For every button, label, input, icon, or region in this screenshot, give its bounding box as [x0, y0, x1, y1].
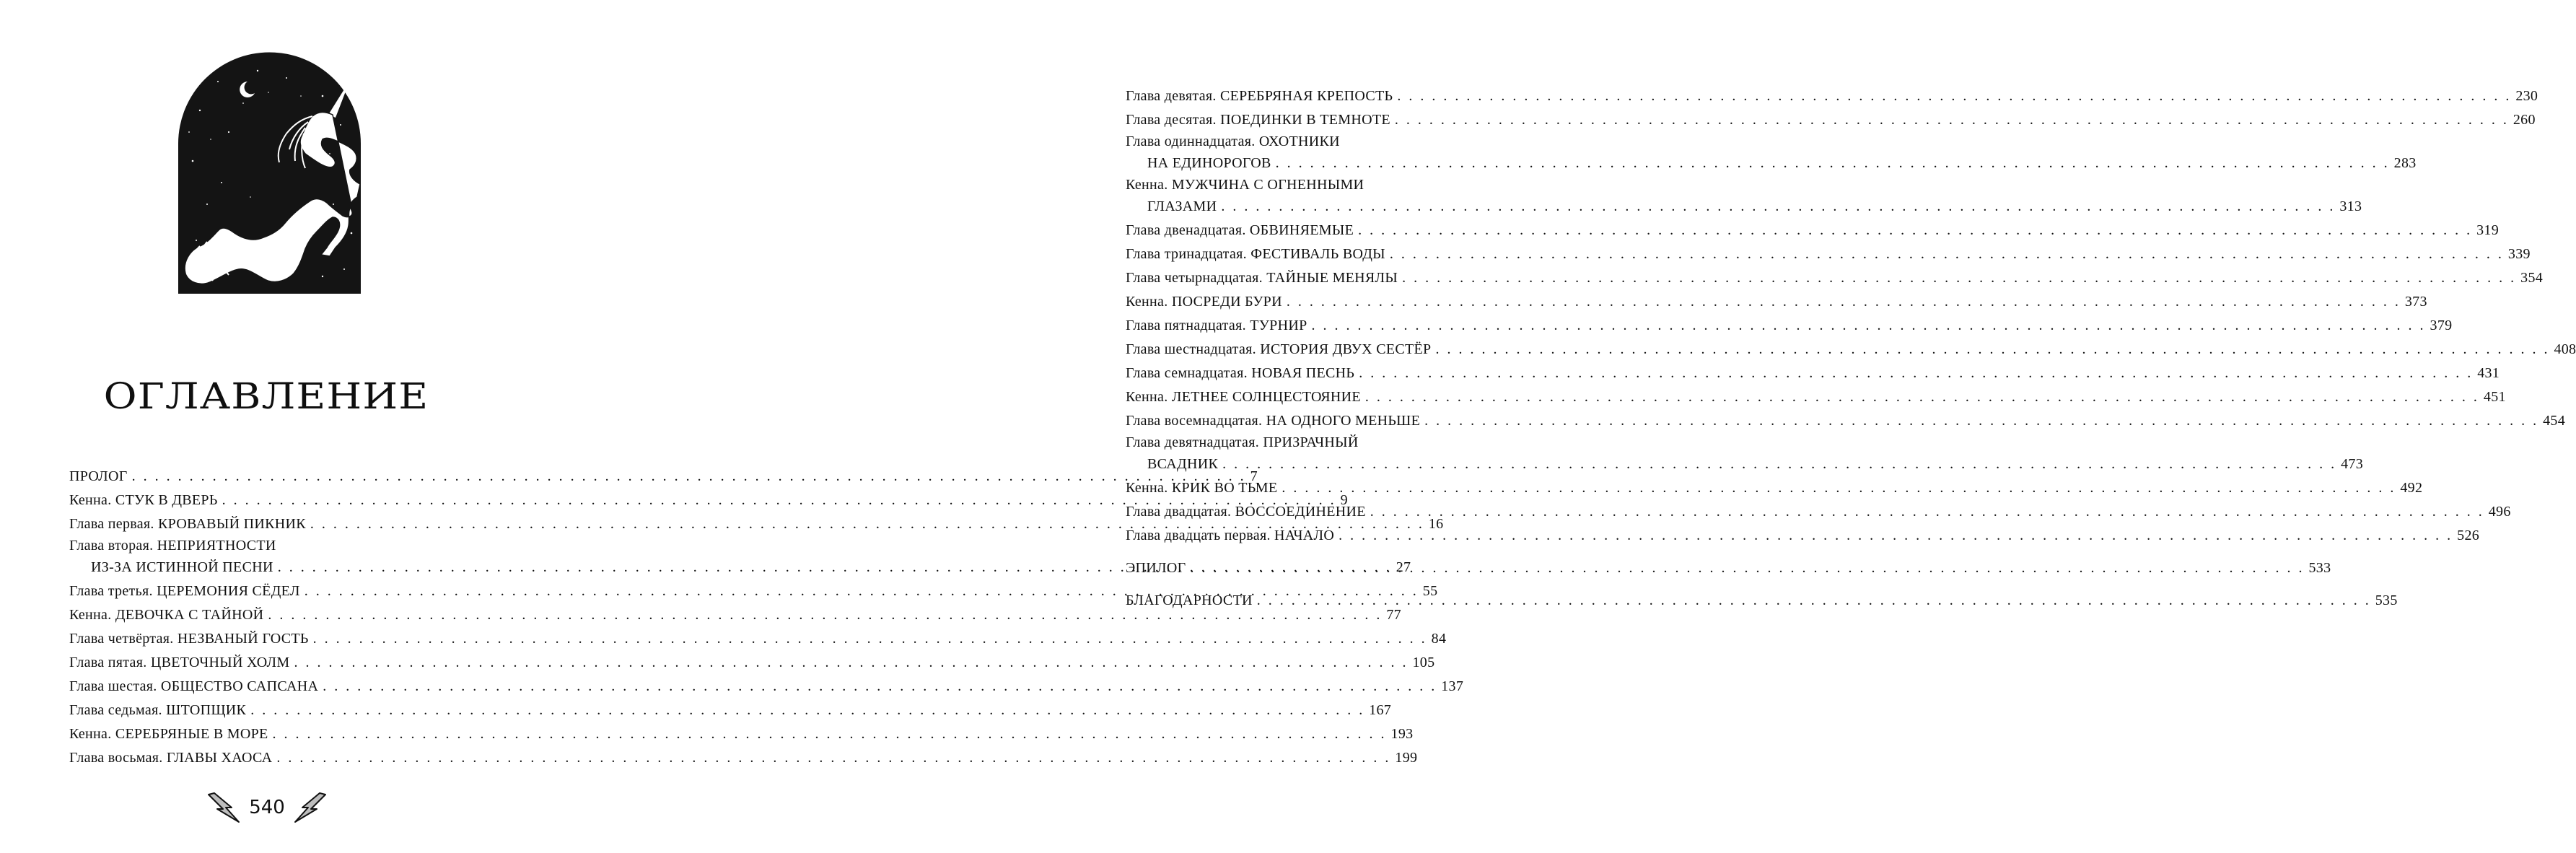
toc-entry-title: Глава шестая. ОБЩЕСТВО САПСАНА: [69, 678, 319, 694]
dot-leader: [1276, 152, 2390, 175]
toc-entry-line: [1126, 152, 2417, 175]
dot-leader: [1287, 290, 2401, 314]
toc-entry-page: 496: [2488, 504, 2511, 520]
toc-entry-page: 230: [2515, 88, 2538, 104]
toc-entry-line: [1126, 452, 2364, 476]
toc-entry-title: Глава двадцатая. ВОССОЕДИНЕНИЕ: [1126, 504, 1366, 520]
toc-entry-line: [1126, 433, 1527, 452]
toc-entry: [1126, 108, 2536, 132]
toc-entry-title: Глава восемнадцатая. НА ОДНОГО МЕНЬШЕ: [1126, 413, 1421, 429]
toc-entry: [1126, 433, 2364, 476]
toc-entry-title: Глава десятая. ПОЕДИНКИ В ТЕМНОТЕ: [1126, 112, 1390, 128]
dot-leader: [1222, 452, 2336, 476]
dot-leader: [1221, 195, 2335, 219]
toc-entry-title: Кенна. ДЕВОЧКА С ТАЙНОЙ: [69, 607, 264, 623]
toc-entry: [1126, 175, 2362, 219]
toc-entry-title: Глава пятая. ЦВЕТОЧНЫЙ ХОЛМ: [69, 655, 290, 670]
toc-entry-title: Кенна. СТУК В ДВЕРЬ: [69, 492, 218, 508]
toc-entry-line: [1126, 589, 2398, 613]
toc-entry-title: Глава тринадцатая. ФЕСТИВАЛЬ ВОДЫ: [1126, 246, 1385, 262]
toc-entry-line: [1126, 314, 2453, 338]
toc-entry-page: 283: [2393, 155, 2417, 171]
toc-entry-line: [1126, 175, 1527, 195]
toc-entry-page: 313: [2339, 198, 2362, 214]
lightning-bolt-icon: [207, 792, 242, 823]
toc-entry-line: [69, 465, 1258, 489]
toc-entry-line: [1126, 195, 2362, 219]
toc-entry-line: [69, 489, 1348, 512]
toc-entry-page: 105: [1412, 655, 1435, 670]
toc-entry-title: Глава седьмая. ШТОПЩИК: [69, 702, 247, 718]
toc-entry-title: БЛАГОДАРНОСТИ: [1126, 592, 1253, 608]
toc-entry: [1126, 362, 2500, 385]
toc-entry: [1126, 84, 2538, 108]
toc-entry: [1126, 500, 2511, 524]
toc-entry-page: 535: [2375, 592, 2398, 608]
toc-entry: [1126, 589, 2398, 613]
toc-entry: [69, 603, 1401, 627]
toc-entry: [1126, 314, 2453, 338]
dot-leader: [1397, 84, 2511, 108]
toc-entry-line: [1126, 84, 2538, 108]
toc-entry-page: 193: [1390, 726, 1414, 742]
dot-leader: [1312, 314, 2426, 338]
toc-entry-line: [1126, 132, 1527, 152]
dot-leader: [1435, 338, 2549, 362]
toc-entry-line: [69, 627, 1447, 651]
toc-entry-page: 379: [2430, 318, 2453, 333]
toc-entry-line: [1126, 500, 2511, 524]
page-title: ОГЛАВЛЕНИЕ: [103, 375, 429, 417]
toc-entry: [1126, 556, 2331, 580]
toc-entry-line: [1126, 385, 2506, 409]
toc-entry-line: [1126, 409, 2566, 433]
toc-entry-title: Кенна. МУЖЧИНА С ОГНЕННЫМИ: [1126, 177, 1364, 193]
dot-leader: [1190, 556, 2304, 580]
toc-entry-line: [1126, 362, 2500, 385]
toc-entry-title: ЭПИЛОГ: [1126, 560, 1186, 576]
toc-entry-title: Глава третья. ЦЕРЕМОНИЯ СЁДЕЛ: [69, 583, 300, 599]
toc-entry-line: [1126, 476, 2423, 500]
toc-list-right: [1126, 84, 2576, 613]
toc-entry: [1126, 219, 2499, 242]
dot-leader: [1365, 385, 2479, 409]
toc-entry-title: НА ЕДИНОРОГОВ: [1147, 155, 1271, 171]
toc-entry-page: 84: [1431, 631, 1447, 647]
toc-entry-page: 354: [2520, 270, 2544, 286]
dot-leader: [1402, 266, 2516, 290]
toc-entry-line: [1126, 524, 2480, 548]
toc-entry-line: [69, 536, 470, 556]
toc-entry-title: Глава четвёртая. НЕЗВАНЫЙ ГОСТЬ: [69, 631, 309, 647]
dot-leader: [1257, 589, 2371, 613]
toc-entry-page: 454: [2543, 413, 2566, 429]
toc-entry-title: ПРОЛОГ: [69, 468, 128, 484]
toc-entry-title: Глава первая. КРОВАВЫЙ ПИКНИК: [69, 516, 306, 532]
toc-entry-line: [1126, 556, 2331, 580]
toc-entry-page: 199: [1395, 750, 1418, 766]
toc-entry-page: 16: [1428, 516, 1444, 532]
dot-leader: [1282, 476, 2396, 500]
toc-entry: [69, 627, 1447, 651]
toc-entry-page: 451: [2483, 389, 2506, 405]
toc-entry: [69, 699, 1392, 722]
toc-entry-page: 137: [1441, 678, 1464, 694]
toc-entry-page: 473: [2341, 456, 2364, 472]
toc-entry-title: Глава двадцать первая. НАЧАЛО: [1126, 528, 1335, 543]
toc-entry-page: 408: [2554, 341, 2576, 357]
toc-entry-page: 55: [1422, 583, 1438, 599]
toc-entry-title: Глава восьмая. ГЛАВЫ ХАОСА: [69, 750, 273, 766]
toc-entry-title: Глава девятнадцатая. ПРИЗРАЧНЫЙ: [1126, 434, 1359, 450]
toc-entry-page: 339: [2507, 246, 2531, 262]
toc-entry: [69, 675, 1464, 699]
dot-leader: [1359, 362, 2473, 385]
page-folio: [209, 789, 325, 826]
toc-entry: [1126, 385, 2506, 409]
toc-entry-line: [1126, 338, 2576, 362]
toc-entry-page: 431: [2477, 365, 2500, 381]
toc-entry-title: Кенна. КРИК ВО ТЬМЕ: [1126, 480, 1278, 496]
toc-entry: [69, 746, 1418, 770]
toc-entry-line: [1126, 242, 2531, 266]
toc-entry-page: 492: [2400, 480, 2423, 496]
toc-entry-line: [69, 722, 1414, 746]
toc-entry-line: [69, 699, 1392, 722]
toc-entry-page: 77: [1386, 607, 1401, 623]
toc-entry-page: 319: [2476, 222, 2499, 238]
unicorn-illustration: [178, 53, 361, 294]
toc-entry-title: Глава семнадцатая. НОВАЯ ПЕСНЬ: [1126, 365, 1355, 381]
toc-entry: [69, 489, 1348, 512]
toc-entry-page: 373: [2404, 294, 2427, 310]
toc-entry: [1126, 290, 2427, 314]
toc-entry-title: Глава одиннадцатая. ОХОТНИКИ: [1126, 134, 1340, 149]
toc-entry-line: [1126, 266, 2544, 290]
toc-entry-title: ИЗ-ЗА ИСТИННОЙ ПЕСНИ: [91, 559, 273, 575]
dot-leader: [1339, 524, 2453, 548]
dot-leader: [1424, 409, 2538, 433]
toc-entry-page: 27: [1396, 559, 1411, 575]
toc-entry-title: Кенна. ПОСРЕДИ БУРИ: [1126, 294, 1282, 310]
dot-leader: [1390, 242, 2504, 266]
toc-entry-line: [1126, 290, 2427, 314]
toc-entry-page: 7: [1250, 468, 1258, 484]
toc-entry-page: 533: [2308, 560, 2331, 576]
toc-entry-line: [69, 675, 1464, 699]
toc-entry-title: Кенна. СЕРЕБРЯНЫЕ В МОРЕ: [69, 726, 268, 742]
toc-entry: [1126, 242, 2531, 266]
toc-entry: [69, 651, 1435, 675]
toc-entry: [1126, 409, 2566, 433]
dot-leader: [1370, 500, 2484, 524]
toc-entry-title: Глава четырнадцатая. ТАЙНЫЕ МЕНЯЛЫ: [1126, 270, 1398, 286]
toc-entry-page: 9: [1340, 492, 1348, 508]
toc-entry: [69, 722, 1414, 746]
toc-entry-title: Глава пятнадцатая. ТУРНИР: [1126, 318, 1307, 333]
toc-entry: [1126, 524, 2480, 548]
dot-leader: [1358, 219, 2472, 242]
page-number: 540: [249, 797, 285, 818]
toc-entry: [69, 465, 1258, 489]
toc-entry-title: Глава девятая. СЕРЕБРЯНАЯ КРЕПОСТЬ: [1126, 88, 1393, 104]
toc-entry-page: 167: [1369, 702, 1392, 718]
toc-entry-line: [1126, 108, 2536, 132]
toc-entry-line: [1126, 219, 2499, 242]
toc-entry-title: Глава шестнадцатая. ИСТОРИЯ ДВУХ СЕСТЁР: [1126, 341, 1432, 357]
toc-entry-page: 526: [2457, 528, 2480, 543]
toc-entry-line: [69, 651, 1435, 675]
toc-entry-page: 260: [2513, 112, 2536, 128]
toc-entry-line: [69, 603, 1401, 627]
toc-entry-line: [69, 746, 1418, 770]
dot-leader: [1395, 108, 2509, 132]
toc-entry: [1126, 132, 2417, 175]
toc-entry-title: ВСАДНИК: [1147, 456, 1219, 472]
lightning-bolt-icon: [292, 792, 327, 823]
toc-entry-title: ГЛАЗАМИ: [1147, 198, 1217, 214]
toc-entry: [1126, 476, 2423, 500]
toc-entry-title: Кенна. ЛЕТНЕЕ СОЛНЦЕСТОЯНИЕ: [1126, 389, 1361, 405]
toc-entry-title: Глава вторая. НЕПРИЯТНОСТИ: [69, 538, 276, 554]
toc-entry-title: Глава двенадцатая. ОБВИНЯЕМЫЕ: [1126, 222, 1354, 238]
toc-entry: [1126, 266, 2544, 290]
toc-entry: [1126, 338, 2576, 362]
